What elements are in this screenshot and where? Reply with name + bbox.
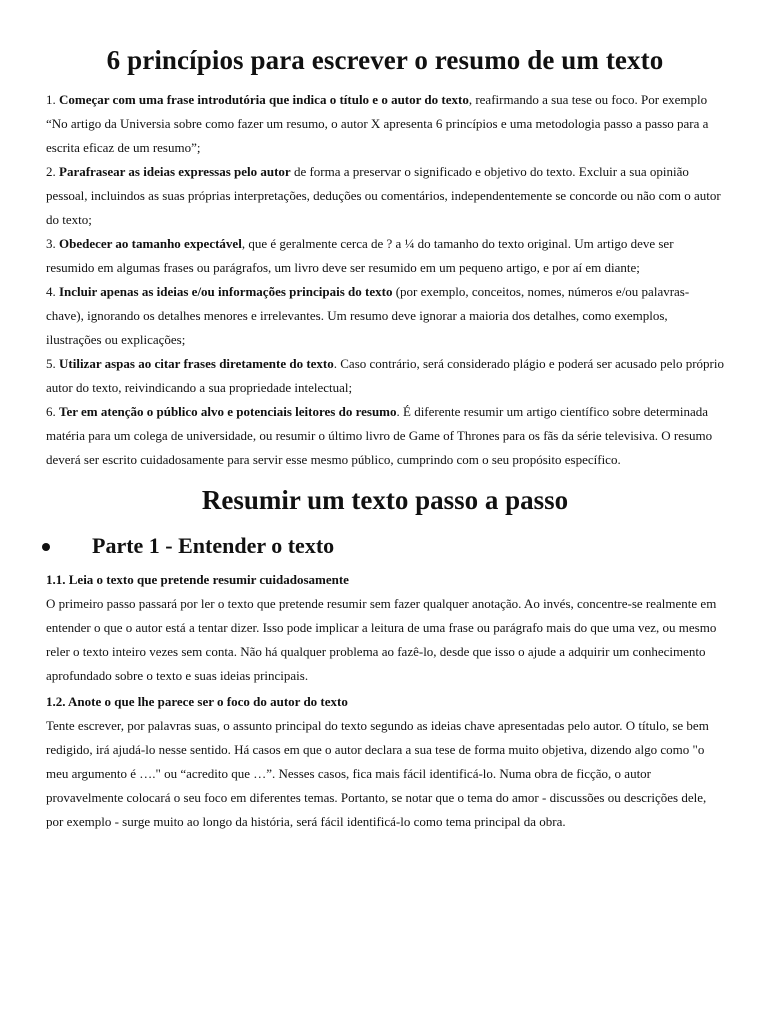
principle-item-1 xyxy=(46,88,724,160)
step-1-1 xyxy=(46,568,724,688)
principle-bold: Ter em atenção o público alvo e potenciais leitores do resumo xyxy=(59,404,397,419)
principle-text: de forma a preservar o significado e objetivo do texto. Excluir a sua opinião pessoal, incluindos as suas próprias interpretações, deduções ou comentários, independentemente se concorde ou não com o autor do texto; xyxy=(46,164,721,227)
principle-bold: Incluir apenas as ideias e/ou informações principais do texto xyxy=(59,284,393,299)
page-title: 6 princípios para escrever o resumo de um texto xyxy=(106,45,664,75)
principle-number: 4. xyxy=(46,284,59,299)
part-heading xyxy=(46,526,724,566)
principle-bold: Parafrasear as ideias expressas pelo autor xyxy=(59,164,291,179)
principle-bold: Começar com uma frase introdutória que indica o título e o autor do texto xyxy=(59,92,469,107)
principle-bold: Obedecer ao tamanho expectável xyxy=(59,236,242,251)
step-body: O primeiro passo passará por ler o texto que pretende resumir sem fazer qualquer anotação. Ao invés, concentre-se realmente em entender o que o autor está a tentar dizer. Isso pode implicar a leitura de uma frase ou parágrafo mais do que uma vez, ou mesmo reler o texto inteiro vezes sem conta. Não há qualquer problema ao fazê-lo, desde que isso o ajude a adquirir um conhecimento aprofundado sobre o texto e suas ideias principais. xyxy=(46,596,717,683)
principle-bold: Utilizar aspas ao citar frases diretamente do texto xyxy=(59,356,334,371)
principle-text: , que é geralmente cerca de ? a ¼ do tamanho do texto original. Um artigo deve ser resumido em algumas frases ou parágrafos, um livro deve ser resumido em um pequeno artigo, e por aí em diante; xyxy=(46,236,674,275)
principle-text: , reafirmando a sua tese ou foco. Por exemplo “No artigo da Universia sobre como fazer um resumo, o autor X apresenta 6 princípios e uma metodologia passo a passo para a escrita eficaz de um resumo”; xyxy=(46,92,709,155)
principle-item-5 xyxy=(46,352,724,400)
part-heading-text: Parte 1 - Entender o texto xyxy=(92,533,335,558)
principle-number: 6. xyxy=(46,404,59,419)
principle-number: 3. xyxy=(46,236,59,251)
principle-number: 5. xyxy=(46,356,59,371)
step-body: Tente escrever, por palavras suas, o assunto principal do texto segundo as ideias chave apresentadas pelo autor. O título, se bem redigido, irá ajudá-lo nesse sentido. Há casos em que o autor declara a sua tese de forma muito objetiva, dizendo algo como "o meu argumento é …." ou “acredito que …”. Nesses casos, fica mais fácil identificá-lo. Numa obra de ficção, o autor provavelmente colocará o seu foco em diferentes temas. Portanto, se notar que o tema do amor - discussões ou descrições dele, por exemplo - surge muito ao longo da história, será fácil identificá-lo como tema principal da obra. xyxy=(46,718,709,829)
principles-list xyxy=(46,88,724,472)
principle-text: . É diferente resumir um artigo científico sobre determinada matéria para um colega de universidade, ou resumir o último livro de Game of Thrones para os fãs da série televisiva. O resumo deverá ser escrito cuidadosamente para servir esse mesmo público, cumprindo com o seu propósito específico. xyxy=(46,404,713,467)
principle-text: . Caso contrário, será considerado plágio e poderá ser acusado pelo próprio autor do texto, reivindicando a sua propriedade intelectual; xyxy=(46,356,724,395)
step-heading: 1.2. Anote o que lhe parece ser o foco do autor do texto xyxy=(46,694,348,709)
principle-text: (por exemplo, conceitos, nomes, números e/ou palavras-chave), ignorando os detalhes menores e irrelevantes. Um resumo deve ignorar a maioria dos detalhes, como exemplos, ilustrações ou explicações; xyxy=(46,284,690,347)
step-1-2 xyxy=(46,690,724,834)
section-title: Resumir um texto passo a passo xyxy=(201,485,569,515)
principle-number: 1. xyxy=(46,92,59,107)
step-heading: 1.1. Leia o texto que pretende resumir cuidadosamente xyxy=(46,572,349,587)
principle-item-4 xyxy=(46,280,724,352)
principle-number: 2. xyxy=(46,164,59,179)
principle-item-3 xyxy=(46,232,724,280)
bullet-dot-icon xyxy=(42,543,50,551)
principle-item-2 xyxy=(46,160,724,232)
principle-item-6 xyxy=(46,400,724,472)
